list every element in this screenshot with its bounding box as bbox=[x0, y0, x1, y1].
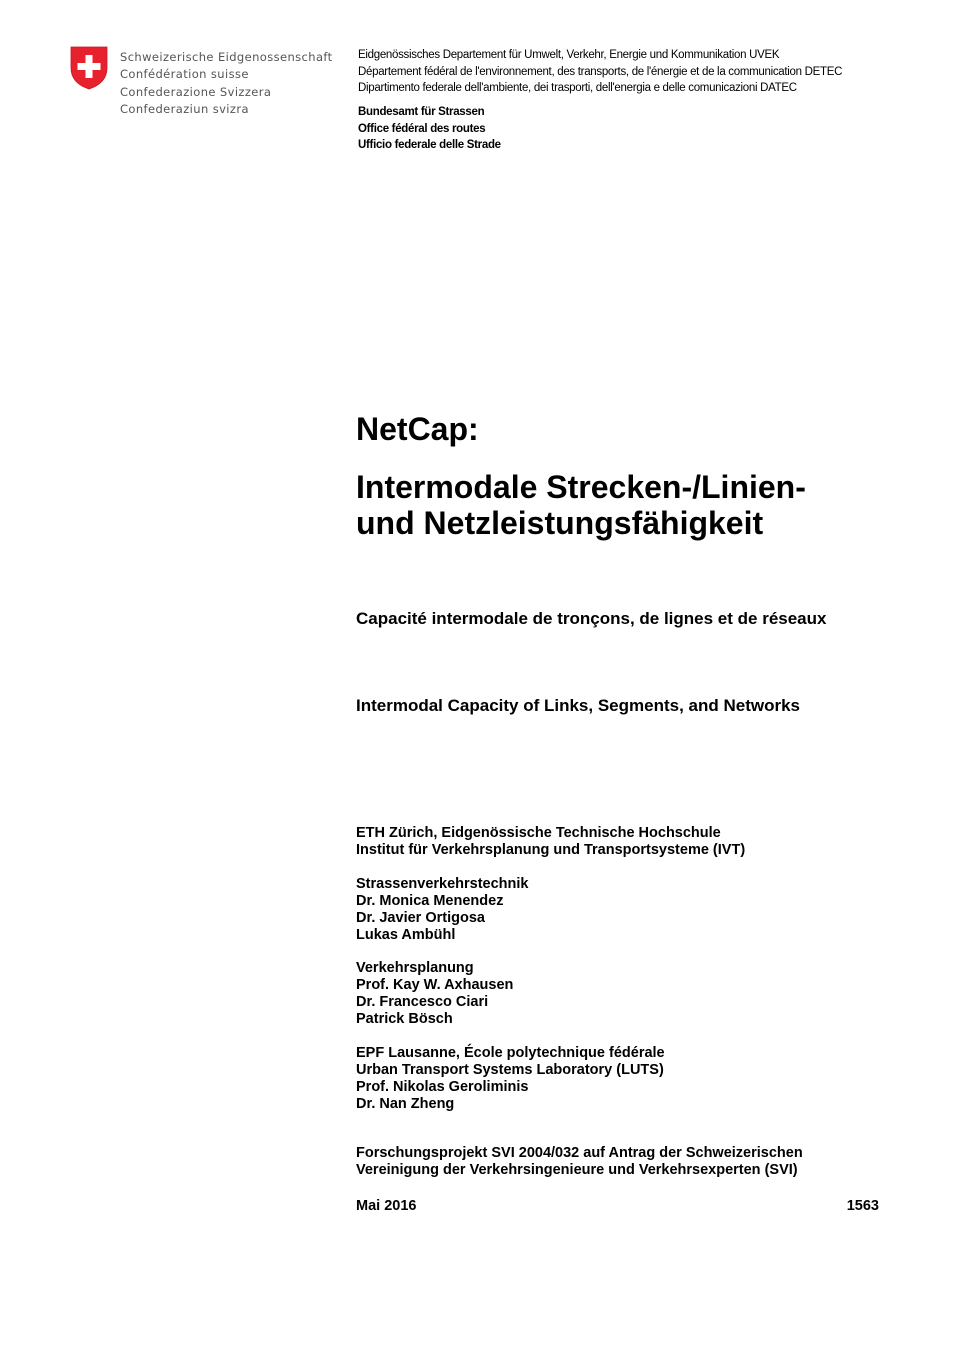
swiss-cross-shield-icon bbox=[70, 46, 108, 90]
report-subtitle-de bbox=[356, 469, 806, 541]
report-subtitle-en: Intermodal Capacity of Links, Segments, and Networks bbox=[356, 696, 800, 715]
author-block-epfl bbox=[356, 1045, 745, 1113]
report-subtitle-de-line: und Netzleistungsfähigkeit bbox=[356, 505, 764, 541]
office-block bbox=[358, 104, 501, 154]
author-line: Dr. Nan Zheng bbox=[356, 1095, 455, 1112]
report-title: NetCap: bbox=[356, 411, 479, 447]
report-number: 1563 bbox=[846, 1198, 879, 1214]
author-block-traffic-engineering bbox=[356, 876, 745, 944]
author-line: Lukas Ambühl bbox=[356, 926, 456, 943]
confederation-name-de: Schweizerische Eidgenossenschaft bbox=[120, 50, 333, 64]
author-line: Dr. Francesco Ciari bbox=[356, 994, 489, 1010]
author-line: Prof. Nikolas Geroliminis bbox=[356, 1078, 529, 1095]
research-project-note bbox=[356, 1145, 803, 1179]
author-line: Dr. Javier Ortigosa bbox=[356, 909, 485, 926]
office-line-de: Bundesamt für Strassen bbox=[358, 106, 485, 118]
authors-section bbox=[356, 825, 745, 1129]
author-line: Verkehrsplanung bbox=[356, 960, 474, 976]
author-line: Prof. Kay W. Axhausen bbox=[356, 977, 514, 993]
department-line-fr: Département fédéral de l'environnement, des transports, de l'énergie et de la communication DETEC bbox=[358, 65, 843, 78]
author-line: Institut für Verkehrsplanung und Transportsysteme (IVT) bbox=[356, 842, 746, 858]
department-line-it: Dipartimento federale dell'ambiente, dei trasporti, dell'energia e delle comunicazioni DATEC bbox=[358, 82, 797, 94]
confederation-name-rm: Confederaziun svizra bbox=[120, 101, 249, 116]
confederation-name-it: Confederazione Svizzera bbox=[120, 84, 272, 99]
author-block-transport-planning bbox=[356, 960, 745, 1028]
author-line: Strassenverkehrstechnik bbox=[356, 875, 529, 892]
author-line: ETH Zürich, Eidgenössische Technische Hochschule bbox=[356, 825, 721, 841]
department-line-de: Eidgenössisches Departement für Umwelt, Verkehr, Energie und Kommunikation UVEK bbox=[358, 49, 780, 61]
author-line: Urban Transport Systems Laboratory (LUTS) bbox=[356, 1061, 664, 1078]
author-line: Dr. Monica Menendez bbox=[356, 892, 504, 909]
office-line-fr: Office fédéral des routes bbox=[358, 122, 486, 135]
author-block-eth bbox=[356, 825, 745, 859]
report-subtitle-fr: Capacité intermodale de tronçons, de lignes et de réseaux bbox=[356, 609, 827, 628]
research-line: Vereinigung der Verkehrsingenieure und Verkehrsexperten (SVI) bbox=[356, 1162, 798, 1178]
department-block bbox=[358, 47, 842, 97]
report-subtitle-de-line: Intermodale Strecken-/Linien- bbox=[356, 469, 806, 505]
author-line: Patrick Bösch bbox=[356, 1011, 453, 1027]
research-line: Forschungsprojekt SVI 2004/032 auf Antrag der Schweizerischen bbox=[356, 1145, 803, 1161]
publication-date: Mai 2016 bbox=[356, 1198, 417, 1214]
swiss-confederation-logo bbox=[70, 46, 340, 126]
office-line-it: Ufficio federale delle Strade bbox=[358, 139, 501, 151]
confederation-names bbox=[120, 49, 333, 118]
author-line: EPF Lausanne, École polytechnique fédérale bbox=[356, 1044, 665, 1061]
confederation-name-fr: Confédération suisse bbox=[120, 67, 249, 82]
